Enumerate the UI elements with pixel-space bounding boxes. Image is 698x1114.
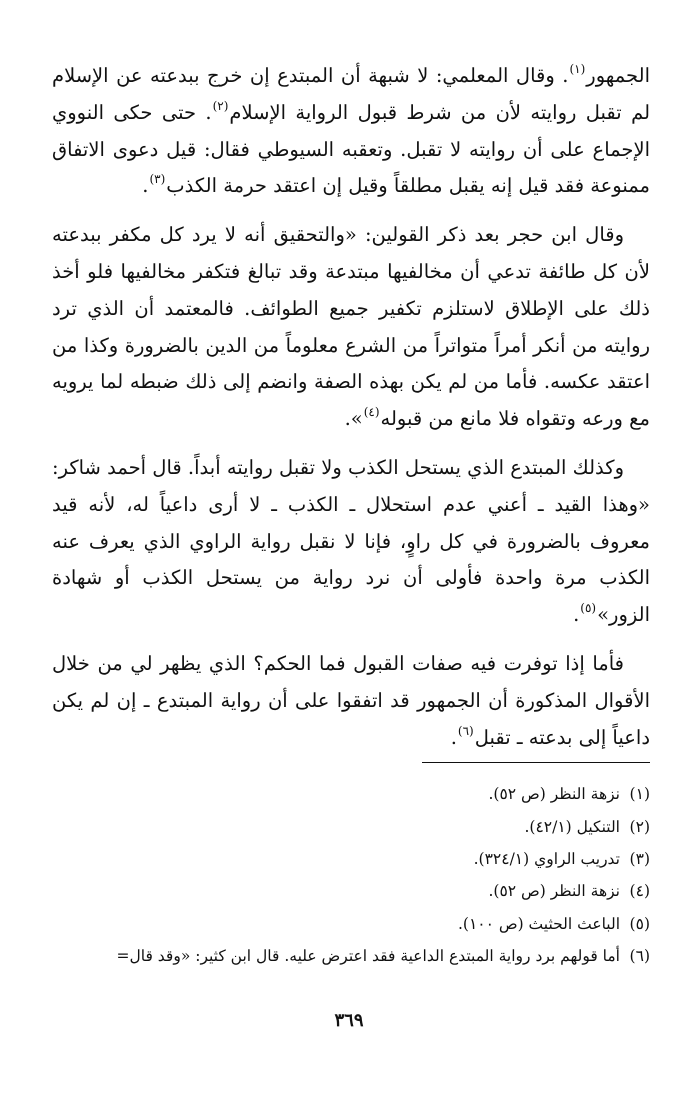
text-run: وقال ابن حجر بعد ذكر القولين: «والتحقيق أنه لا يرد كل مكفر ببدعته لأن كل طائفة تدعي أن مخالفيها مبتدعة وقد تبالغ فتكفر مخالفيها فلو أخذ ذلك على الإطلاق لاستلزم تكفير جميع الطوائف. فالمعتمد أن الذي ترد روايته من أنكر أمراً متواتراً من الشرع معلوماً من الدين بالضرورة وكذا من اعتقد عكسه. فأما من لم يكن بهذه الصفة وانضم إلى ذلك ضبطه لما يرويه مع ورعه وتقواه فلا مانع من قبوله <box>52 223 650 431</box>
footnotes-list <box>52 778 650 972</box>
text-run: وكذلك المبتدع الذي يستحل الكذب ولا تقبل روايته أبداً. قال أحمد شاكر: «وهذا القيد ـ أعني عدم استحلال ـ الكذب ـ لا أرى داعياً له، لأنه قيد معروف بالضرورة في كل راوٍ، فإنا لا نقبل رواية الراوي الذي يعرف عنه الكذب مرة واحدة فأولى أن نرد رواية من يستحل الكذب أو شهادة الزور» <box>52 455 650 627</box>
footnote-ref: (٣) <box>149 172 166 187</box>
paragraph-4 <box>52 646 650 756</box>
paragraph-2 <box>52 217 650 438</box>
footnote-number: (٦) <box>629 946 650 965</box>
footnote-text: تدريب الراوي (٣٢٤/١). <box>473 849 620 868</box>
footnote-1 <box>52 778 650 810</box>
footnote-text: نزهة النظر (ص ٥٢). <box>488 785 620 804</box>
footnote-6 <box>52 940 650 972</box>
footnote-5 <box>52 908 650 940</box>
footnote-text: نزهة النظر (ص ٥٢). <box>488 882 620 901</box>
text-run: الجمهور <box>586 64 650 87</box>
footnote-ref: (٢) <box>212 98 229 113</box>
text-run: فأما إذا توفرت فيه صفات القبول فما الحكم؟ الذي يظهر لي من خلال الأقوال المذكورة أن الجمهور قد اتفقوا على أن رواية المبتدع ـ إن لم يكن داعياً إلى بدعته ـ تقبل <box>52 651 650 749</box>
footnote-ref: (٥) <box>580 601 597 616</box>
footnote-text: أما قولهم برد رواية المبتدع الداعية فقد اعترض عليه. قال ابن كثير: «وقد قال= <box>116 946 620 965</box>
text-run: . حتى حكى النووي الإجماع على أن روايته لا تقبل. وتعقبه السيوطي فقال: قيل دعوى الاتفاق ممنوعة فقد قيل إنه يقبل مطلقاً وقيل إن اعتقد حرمة الكذب <box>52 100 650 198</box>
text-run: . <box>142 174 149 198</box>
footnote-ref: (٦) <box>457 723 474 738</box>
text-run: . وقال المعلمي: لا شبهة أن المبتدع إن خرج ببدعته عن الإسلام لم تقبل روايته لأن من شرط قبول الرواية الإسلام <box>52 64 651 124</box>
main-text <box>52 58 650 756</box>
page-number: ٣٦٩ <box>334 1010 364 1031</box>
footnote-separator <box>422 762 650 763</box>
footnote-text: التنكيل (٤٢/١). <box>524 817 620 836</box>
footnote-ref: (٤) <box>363 405 380 420</box>
text-run: ». <box>344 407 363 431</box>
paragraph-3 <box>52 450 650 634</box>
footnote-number: (٤) <box>629 882 650 901</box>
footnote-4 <box>52 875 650 907</box>
text-run: . <box>573 603 580 627</box>
footnote-text: الباعث الحثيث (ص ١٠٠). <box>457 914 620 933</box>
footnote-number: (٢) <box>629 817 650 836</box>
footnote-number: (١) <box>629 785 650 804</box>
text-run: . <box>450 725 457 749</box>
book-page <box>52 58 650 1114</box>
footnote-2 <box>52 811 650 843</box>
footnote-ref: (١) <box>569 62 586 76</box>
footnote-number: (٣) <box>629 849 650 868</box>
footnote-number: (٥) <box>629 914 650 933</box>
footnote-separator-wrap <box>52 756 650 770</box>
paragraph-1 <box>52 58 650 205</box>
footnote-3 <box>52 843 650 875</box>
